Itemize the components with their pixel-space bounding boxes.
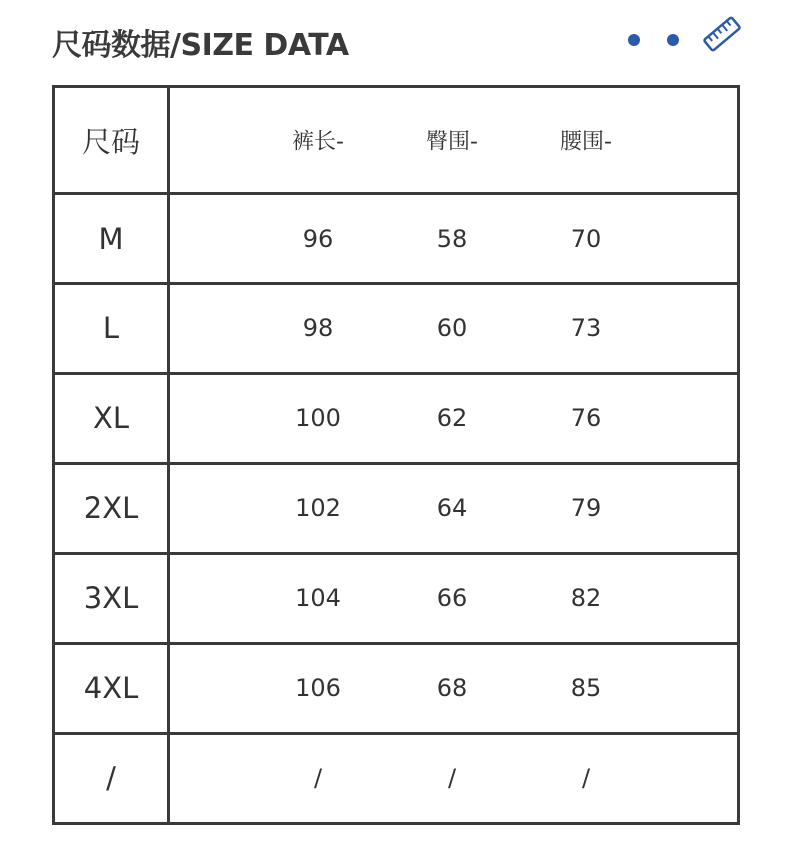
header-length: 裤长- <box>292 129 344 155</box>
waist-value: / <box>581 764 591 793</box>
table-row <box>54 373 739 463</box>
waist-value: 79 <box>570 494 602 523</box>
values-cell <box>169 733 739 823</box>
table-row <box>54 643 739 733</box>
hip-value: / <box>447 764 457 793</box>
header-hip: 臀围- <box>426 129 478 155</box>
page-title: 尺码数据/SIZE DATA <box>52 28 349 63</box>
size-table-container <box>52 85 740 825</box>
size-cell: 2XL <box>54 463 169 553</box>
size-cell: L <box>54 284 169 374</box>
length-value: 106 <box>295 674 341 703</box>
header-size-cell: 尺码 <box>54 87 169 194</box>
header-values-cell <box>169 87 739 194</box>
table-row <box>54 463 739 553</box>
values-cell <box>169 643 739 733</box>
length-value: 98 <box>302 314 334 343</box>
size-cell: / <box>54 733 169 823</box>
table-row <box>54 284 739 374</box>
values-cell <box>169 463 739 553</box>
hip-value: 68 <box>436 674 468 703</box>
size-table <box>52 85 740 825</box>
size-cell: 4XL <box>54 643 169 733</box>
values-cell <box>169 373 739 463</box>
hip-value: 66 <box>436 584 468 613</box>
values-cell <box>169 284 739 374</box>
length-value: 100 <box>295 404 341 433</box>
hip-value: 60 <box>436 314 468 343</box>
hip-value: 64 <box>436 494 468 523</box>
ruler-icon <box>702 14 742 54</box>
hip-value: 62 <box>436 404 468 433</box>
table-header-row <box>54 87 739 194</box>
length-value: 102 <box>295 494 341 523</box>
table-row <box>54 553 739 643</box>
table-row <box>54 194 739 284</box>
length-value: / <box>313 764 323 793</box>
table-row <box>54 733 739 823</box>
header-waist: 腰围- <box>560 129 612 155</box>
size-cell: 3XL <box>54 553 169 643</box>
length-value: 96 <box>302 224 334 253</box>
waist-value: 82 <box>570 584 602 613</box>
waist-value: 76 <box>570 404 602 433</box>
values-cell <box>169 553 739 643</box>
dot-icon <box>667 34 679 46</box>
dot-icon <box>628 34 640 46</box>
hip-value: 58 <box>436 224 468 253</box>
values-cell <box>169 194 739 284</box>
waist-value: 85 <box>570 674 602 703</box>
size-cell: M <box>54 194 169 284</box>
length-value: 104 <box>295 584 341 613</box>
waist-value: 73 <box>570 314 602 343</box>
size-cell: XL <box>54 373 169 463</box>
waist-value: 70 <box>570 224 602 253</box>
